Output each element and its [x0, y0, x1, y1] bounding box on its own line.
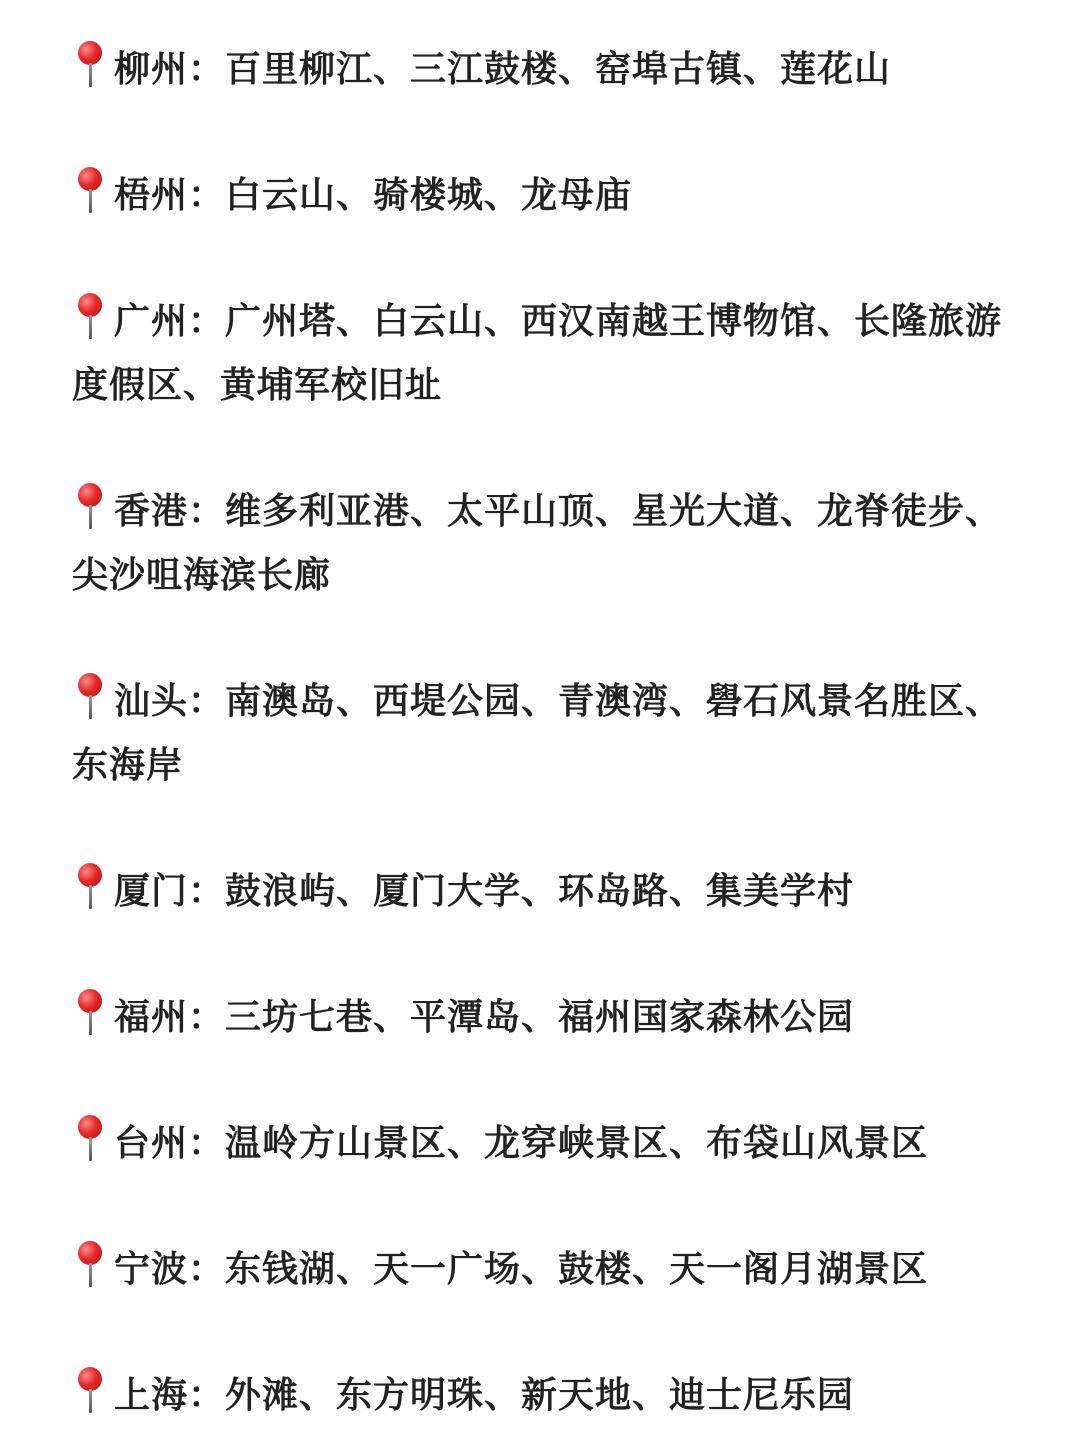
sights-text: 鼓浪屿、厦门大学、环岛路、集美学村 [225, 871, 855, 912]
sights-text: 温岭方山景区、龙穿峡景区、布袋山风景区 [225, 1123, 929, 1164]
separator: ： [188, 175, 226, 216]
city-name: 汕头 [114, 681, 189, 722]
list-item [72, 1238, 1022, 1302]
list-item [72, 38, 1022, 102]
separator: ： [188, 681, 226, 722]
list-item [72, 860, 1022, 924]
city-name: 柳州 [114, 49, 189, 90]
round-pushpin-icon [76, 165, 104, 221]
separator: ： [188, 49, 226, 90]
sights-text: 外滩、东方明珠、新天地、迪士尼乐园 [225, 1375, 855, 1416]
list-item [72, 290, 1022, 418]
round-pushpin-icon [76, 39, 104, 95]
sights-text: 南澳岛、西堤公园、青澳湾、礐石风景名胜区、东海岸 [72, 681, 1003, 786]
separator: ： [188, 1123, 226, 1164]
sights-text: 维多利亚港、太平山顶、星光大道、龙脊徒步、尖沙咀海滨长廊 [72, 491, 1003, 596]
sights-text: 广州塔、白云山、西汉南越王博物馆、长隆旅游度假区、黄埔军校旧址 [72, 301, 1003, 406]
list-item [72, 986, 1022, 1050]
separator: ： [188, 1249, 226, 1290]
sights-text: 东钱湖、天一广场、鼓楼、天一阁月湖景区 [225, 1249, 929, 1290]
city-name: 厦门 [114, 871, 189, 912]
list-item [72, 1112, 1022, 1176]
separator: ： [188, 871, 226, 912]
city-name: 香港 [114, 491, 189, 532]
list-item [72, 1364, 1022, 1428]
round-pushpin-icon [76, 987, 104, 1043]
city-name: 台州 [114, 1123, 189, 1164]
separator: ： [188, 997, 226, 1038]
city-name: 梧州 [114, 175, 189, 216]
separator: ： [188, 491, 226, 532]
sights-text: 三坊七巷、平潭岛、福州国家森林公园 [225, 997, 855, 1038]
round-pushpin-icon [76, 1239, 104, 1295]
city-name: 广州 [114, 301, 189, 342]
city-name: 上海 [114, 1375, 189, 1416]
separator: ： [188, 1375, 226, 1416]
sights-text: 白云山、骑楼城、龙母庙 [225, 175, 633, 216]
round-pushpin-icon [76, 671, 104, 727]
round-pushpin-icon [76, 1113, 104, 1169]
separator: ： [188, 301, 226, 342]
city-name: 宁波 [114, 1249, 189, 1290]
list-item [72, 480, 1022, 608]
round-pushpin-icon [76, 481, 104, 537]
round-pushpin-icon [76, 1365, 104, 1421]
sights-text: 百里柳江、三江鼓楼、窑埠古镇、莲花山 [225, 49, 892, 90]
city-name: 福州 [114, 997, 189, 1038]
round-pushpin-icon [76, 861, 104, 917]
list-item [72, 670, 1022, 798]
list-item [72, 164, 1022, 228]
round-pushpin-icon [76, 291, 104, 347]
